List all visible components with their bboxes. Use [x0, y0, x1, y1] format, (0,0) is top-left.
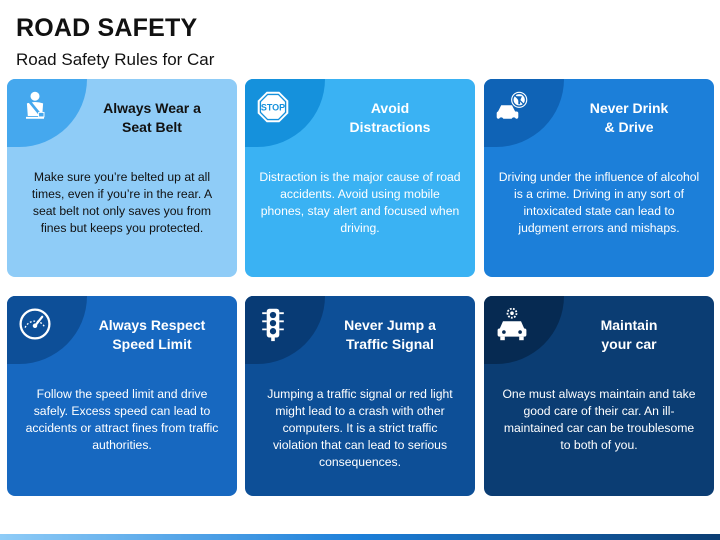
- card-heading: [554, 99, 704, 137]
- heading-line-2: & Drive: [604, 119, 654, 135]
- card-traffic-signal: [245, 296, 475, 496]
- card-body: Follow the speed limit and drive safely. Excess speed can lead to accidents or attract fines from traffic authorities.: [25, 387, 219, 452]
- heading-line-1: Always Respect: [98, 317, 206, 333]
- card-heading: [315, 316, 465, 354]
- card-heading: [554, 316, 704, 354]
- page-title: ROAD SAFETY: [16, 14, 198, 42]
- speedometer-icon: [15, 304, 55, 344]
- heading-line-1: Always Wear a: [103, 100, 201, 116]
- no-drink-drive-icon: [492, 87, 532, 127]
- heading-line-2: Seat Belt: [122, 119, 182, 135]
- heading-line-1: Maintain: [600, 317, 658, 333]
- stop-sign-icon: [253, 87, 293, 127]
- card-avoid-distractions: [245, 79, 475, 277]
- heading-line-2: your car: [601, 336, 657, 352]
- heading-line-2: Speed Limit: [112, 336, 192, 352]
- heading-line-1: Never Drink: [589, 100, 669, 116]
- seat-belt-icon: [15, 87, 55, 127]
- footer-bar: [0, 534, 720, 540]
- heading-line-1: Never Jump a: [344, 317, 436, 333]
- card-seat-belt: [7, 79, 237, 277]
- traffic-light-icon: [253, 304, 293, 344]
- card-heading: [315, 99, 465, 137]
- card-body: One must always maintain and take good care of their car. An ill-maintained car can be troublesome to both of you.: [502, 387, 696, 452]
- car-maintenance-icon: [492, 304, 532, 344]
- heading-line-2: Traffic Signal: [346, 336, 434, 352]
- svg-text:STOP: STOP: [260, 102, 286, 113]
- card-body: Jumping a traffic signal or red light might lead to a crash with other computers. It is a strict traffic violation that can lead to serious consequences.: [267, 387, 453, 469]
- heading-line-2: Distractions: [349, 119, 431, 135]
- card-speed-limit: [7, 296, 237, 496]
- card-body: Driving under the influence of alcohol is a crime. Driving in any sort of intoxicated state can lead to judgment errors and mishaps.: [498, 170, 700, 235]
- page-subtitle: Road Safety Rules for Car: [16, 50, 215, 69]
- card-body: Distraction is the major cause of road accidents. Avoid using mobile phones, stay alert and focused when driving.: [259, 170, 461, 235]
- card-body: Make sure you’re belted up at all times, even if you’re in the rear. A seat belt not only saves you from fines but keeps you protected.: [31, 170, 213, 235]
- card-never-drink-drive: [484, 79, 714, 277]
- heading-line-1: Avoid: [370, 100, 410, 116]
- card-heading: [77, 316, 227, 354]
- card-maintain-car: [484, 296, 714, 496]
- card-heading: [77, 99, 227, 137]
